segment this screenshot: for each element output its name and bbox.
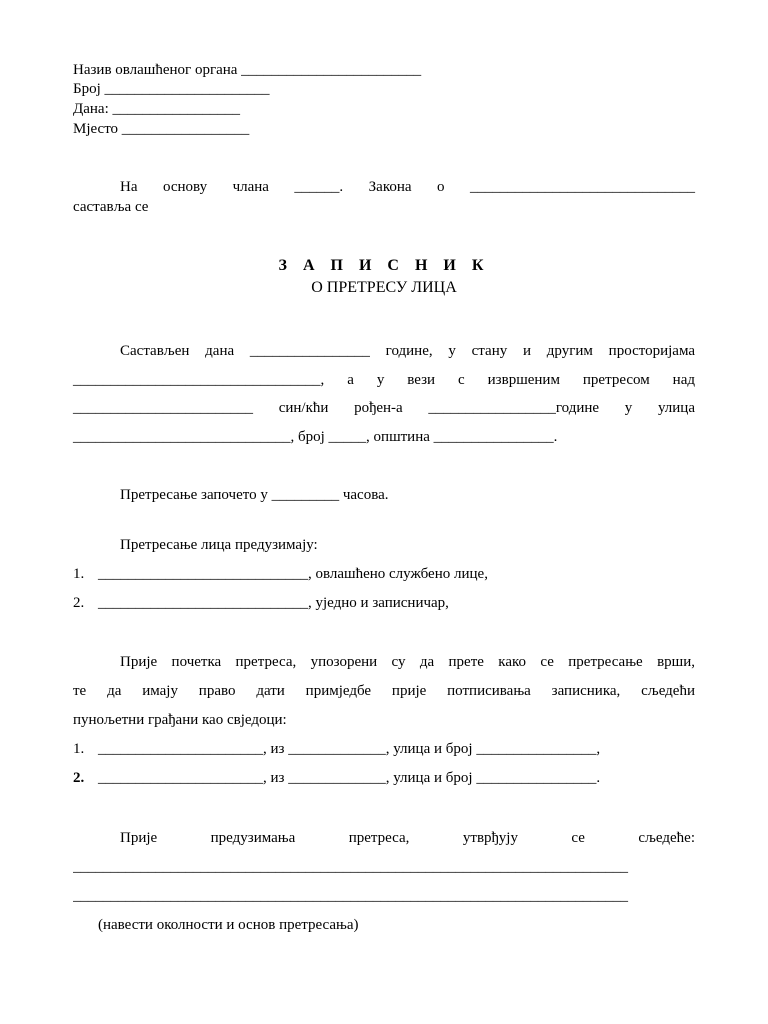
witness-2-line: ______________________, из _____________, улица и број ________________. <box>98 770 601 786</box>
para1-line-2: _________________________________, а у вези с извршеним претресом над <box>73 372 695 388</box>
findings-line-1: Прије предузимања претреса, утврђују се сљедеће: <box>120 830 695 846</box>
start-time-line: Претресање започето у _________ часова. <box>120 487 389 503</box>
findings-blank-1: __________________________________________________________________________ <box>73 859 628 875</box>
witness-1-number: 1. <box>73 741 85 757</box>
para1-line-3: ________________________ син/кћи рођен-а _________________године у улица <box>73 400 695 416</box>
document-subtitle: О ПРЕТРЕСУ ЛИЦА <box>311 279 457 296</box>
searcher-2-line: ____________________________, уједно и записничар, <box>98 595 449 611</box>
searcher-1-line: ____________________________, овлашћено службено лице, <box>98 566 488 582</box>
findings-blank-2: __________________________________________________________________________ <box>73 888 628 904</box>
number-line: Број ______________________ <box>73 81 270 97</box>
witnesses-line-2: те да имају право дати примједбе прије потписивања записника, сљедећи <box>73 683 695 699</box>
witness-2-number: 2. <box>73 770 85 786</box>
witness-1-line: ______________________, из _____________, улица и број ________________, <box>98 741 601 757</box>
findings-note: (навести околности и основ претресања) <box>98 917 359 933</box>
searcher-2-number: 2. <box>73 595 85 611</box>
para1-line-4: _____________________________, број _____, општина ________________. <box>73 429 558 445</box>
searcher-1-number: 1. <box>73 566 85 582</box>
document-title: З А П И С Н И К <box>278 257 490 274</box>
intro-line-2: саставља се <box>73 199 149 215</box>
intro-line-1: На основу члана ______. Закона о ______________________________ <box>120 179 695 195</box>
witnesses-line-1: Прије почетка претреса, упозорени су да прете како се претресање врши, <box>120 654 695 670</box>
witnesses-line-3: пунољетни грађани као свједоци: <box>73 712 287 728</box>
searchers-intro: Претресање лица предузимају: <box>120 537 318 553</box>
authority-line: Назив овлашћеног органа ________________________ <box>73 62 422 78</box>
para1-line-1: Састављен дана ________________ године, у стану и другим просторијама <box>120 343 695 359</box>
place-line: Мјесто _________________ <box>73 121 250 137</box>
date-line: Дана: _________________ <box>73 101 240 117</box>
